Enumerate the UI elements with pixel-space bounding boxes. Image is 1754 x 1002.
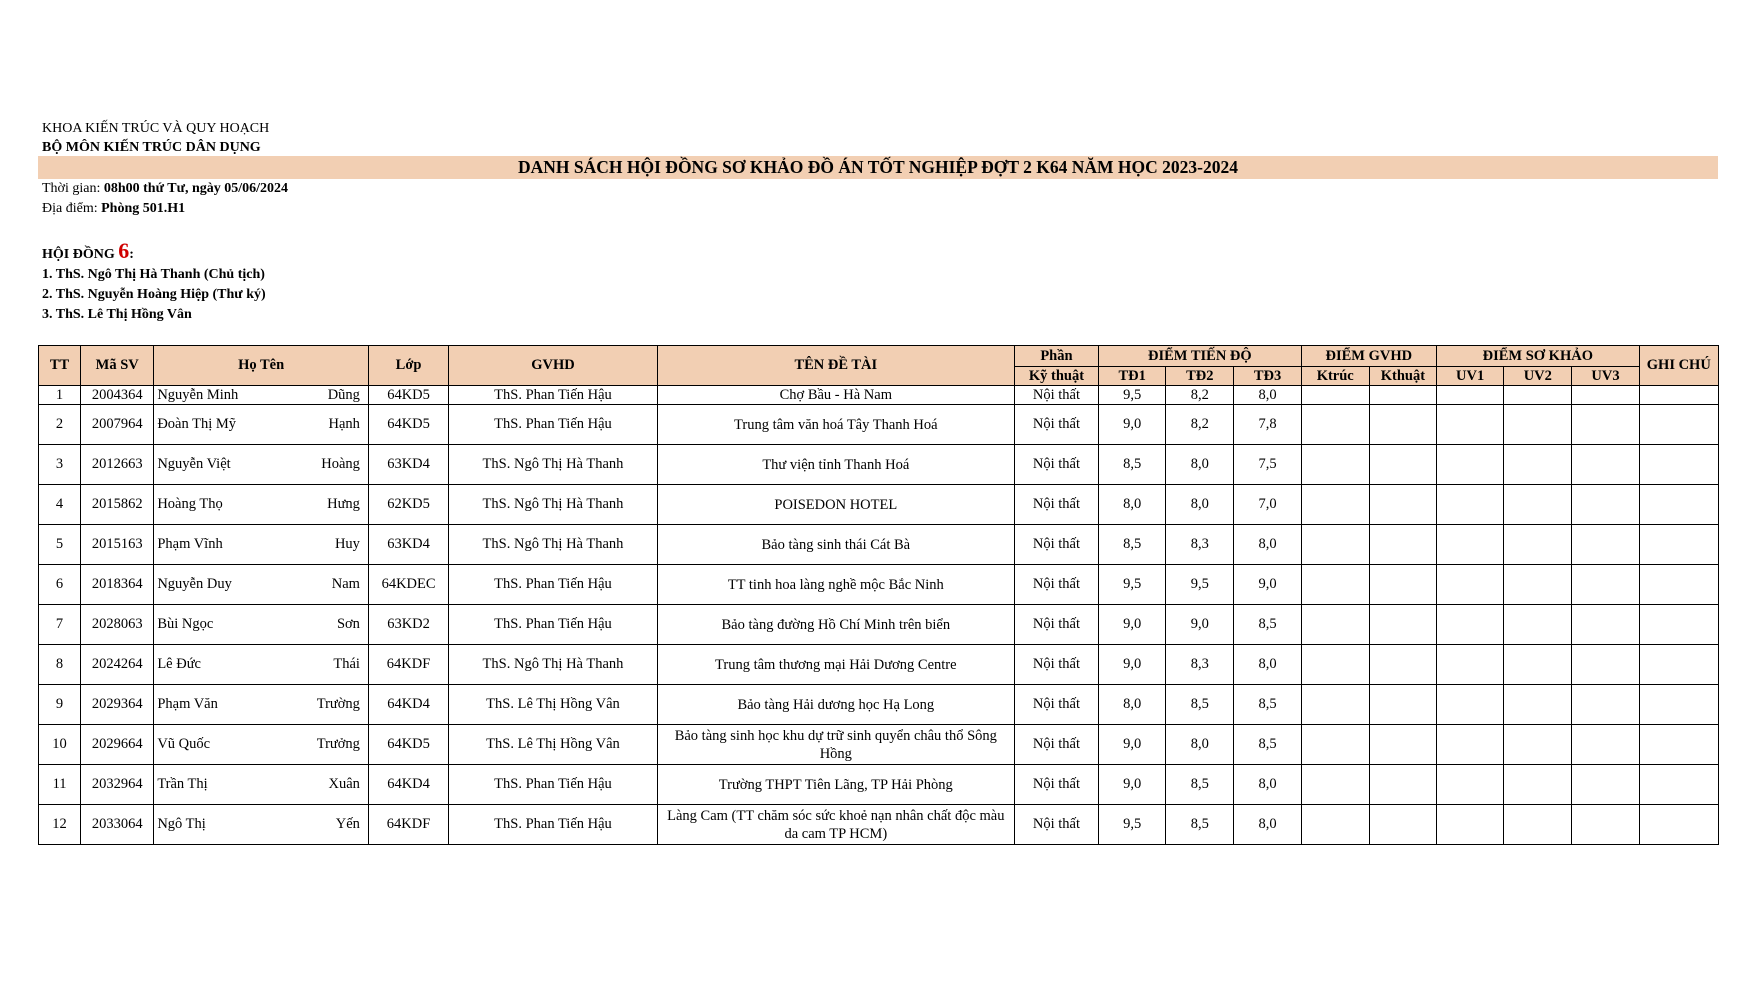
cell-ktruc xyxy=(1301,405,1369,445)
council-number: 6 xyxy=(118,238,130,263)
cell-tt: 4 xyxy=(39,485,81,525)
cell-td2: 9,0 xyxy=(1166,605,1234,645)
department-name: BỘ MÔN KIẾN TRÚC DÂN DỤNG xyxy=(42,140,261,155)
col-diem-gvhd: ĐIỂM GVHD xyxy=(1301,346,1436,367)
cell-ho-ten xyxy=(154,525,369,565)
cell-kthuat xyxy=(1369,805,1436,845)
cell-kthuat xyxy=(1369,386,1436,405)
cell-uv2 xyxy=(1504,445,1572,485)
cell-td2: 8,0 xyxy=(1166,485,1234,525)
cell-ma-sv: 2012663 xyxy=(81,445,154,485)
cell-ma-sv: 2015862 xyxy=(81,485,154,525)
table-row xyxy=(39,485,1719,525)
cell-lop: 64KD4 xyxy=(368,765,448,805)
cell-td2: 8,2 xyxy=(1166,386,1234,405)
cell-phan-ky-thuat: Nội thất xyxy=(1014,725,1098,765)
cell-uv3 xyxy=(1572,445,1639,485)
cell-gvhd: ThS. Phan Tiến Hậu xyxy=(449,386,658,405)
cell-tt: 3 xyxy=(39,445,81,485)
cell-td1: 9,5 xyxy=(1099,386,1166,405)
cell-ma-sv: 2007964 xyxy=(81,405,154,445)
cell-td3: 7,5 xyxy=(1234,445,1301,485)
cell-uv1 xyxy=(1437,405,1504,445)
family-name: Ngô Thị xyxy=(157,816,206,832)
cell-uv1 xyxy=(1437,685,1504,725)
family-name: Nguyễn Minh xyxy=(157,386,239,403)
cell-uv2 xyxy=(1504,605,1572,645)
cell-ghi-chu xyxy=(1639,685,1718,725)
family-name: Phạm Văn xyxy=(157,696,218,712)
cell-uv1 xyxy=(1437,765,1504,805)
cell-uv2 xyxy=(1504,485,1572,525)
cell-phan-ky-thuat: Nội thất xyxy=(1014,565,1098,605)
cell-ktruc xyxy=(1301,565,1369,605)
cell-ho-ten xyxy=(154,565,369,605)
cell-td3: 8,0 xyxy=(1234,386,1301,405)
cell-tt: 2 xyxy=(39,405,81,445)
cell-gvhd: ThS. Ngô Thị Hà Thanh xyxy=(449,485,658,525)
table-row xyxy=(39,605,1719,645)
cell-uv2 xyxy=(1504,685,1572,725)
cell-lop: 64KDEC xyxy=(368,565,448,605)
cell-lop: 64KD5 xyxy=(368,725,448,765)
cell-ma-sv: 2033064 xyxy=(81,805,154,845)
col-phan-bottom: Kỹ thuật xyxy=(1014,367,1098,386)
cell-td3: 7,8 xyxy=(1234,405,1301,445)
cell-gvhd: ThS. Phan Tiến Hậu xyxy=(449,765,658,805)
council-colon: : xyxy=(129,247,134,262)
cell-ktruc xyxy=(1301,805,1369,845)
cell-td1: 9,5 xyxy=(1099,565,1166,605)
cell-gvhd: ThS. Phan Tiến Hậu xyxy=(449,565,658,605)
cell-td2: 8,5 xyxy=(1166,685,1234,725)
table-row xyxy=(39,685,1719,725)
given-name: Hoàng xyxy=(321,456,360,472)
cell-td2: 8,2 xyxy=(1166,405,1234,445)
cell-ma-sv: 2015163 xyxy=(81,525,154,565)
place-value: Phòng 501.H1 xyxy=(101,201,186,216)
cell-uv1 xyxy=(1437,445,1504,485)
cell-ghi-chu xyxy=(1639,445,1718,485)
cell-ktruc xyxy=(1301,725,1369,765)
cell-ghi-chu xyxy=(1639,405,1718,445)
cell-uv3 xyxy=(1572,605,1639,645)
given-name: Hưng xyxy=(327,496,360,512)
cell-uv2 xyxy=(1504,645,1572,685)
cell-td2: 8,0 xyxy=(1166,445,1234,485)
table-body xyxy=(39,386,1719,845)
col-diem-so-khao: ĐIỂM SƠ KHẢO xyxy=(1437,346,1640,367)
table-row xyxy=(39,645,1719,685)
cell-td1: 9,0 xyxy=(1099,645,1166,685)
cell-tt: 8 xyxy=(39,645,81,685)
document-title: DANH SÁCH HỘI ĐỒNG SƠ KHẢO ĐỒ ÁN TỐT NGHIỆP ĐỢT 2 K64 NĂM HỌC 2023-2024 xyxy=(38,156,1718,179)
cell-kthuat xyxy=(1369,725,1436,765)
family-name: Vũ Quốc xyxy=(157,736,211,752)
cell-ten-de-tai: Bảo tàng sinh học khu dự trữ sinh quyển châu thổ Sông Hồng xyxy=(657,725,1014,765)
cell-td3: 7,0 xyxy=(1234,485,1301,525)
cell-ten-de-tai: TT tinh hoa làng nghề mộc Bắc Ninh xyxy=(657,565,1014,605)
cell-phan-ky-thuat: Nội thất xyxy=(1014,605,1098,645)
table-row xyxy=(39,805,1719,845)
cell-td1: 9,0 xyxy=(1099,765,1166,805)
col-ten-de-tai: TÊN ĐỀ TÀI xyxy=(657,346,1014,386)
cell-kthuat xyxy=(1369,485,1436,525)
cell-kthuat xyxy=(1369,645,1436,685)
cell-lop: 63KD4 xyxy=(368,445,448,485)
cell-td3: 9,0 xyxy=(1234,565,1301,605)
cell-ma-sv: 2028063 xyxy=(81,605,154,645)
cell-lop: 64KD5 xyxy=(368,386,448,405)
cell-kthuat xyxy=(1369,685,1436,725)
cell-uv3 xyxy=(1572,386,1639,405)
time-value: 08h00 thứ Tư, ngày 05/06/2024 xyxy=(103,181,289,196)
table-header-row xyxy=(39,346,1719,367)
cell-td2: 8,3 xyxy=(1166,525,1234,565)
cell-ho-ten xyxy=(154,685,369,725)
cell-ma-sv: 2032964 xyxy=(81,765,154,805)
family-name: Nguyễn Việt xyxy=(157,456,231,472)
cell-ho-ten xyxy=(154,725,369,765)
table-row xyxy=(39,525,1719,565)
cell-uv1 xyxy=(1437,605,1504,645)
cell-gvhd: ThS. Ngô Thị Hà Thanh xyxy=(449,525,658,565)
table-row xyxy=(39,405,1719,445)
cell-kthuat xyxy=(1369,405,1436,445)
cell-ho-ten xyxy=(154,605,369,645)
cell-td2: 8,5 xyxy=(1166,805,1234,845)
cell-kthuat xyxy=(1369,605,1436,645)
given-name: Yến xyxy=(335,816,360,832)
cell-ten-de-tai: Thư viện tỉnh Thanh Hoá xyxy=(657,445,1014,485)
cell-phan-ky-thuat: Nội thất xyxy=(1014,386,1098,405)
cell-ten-de-tai: Bảo tàng sinh thái Cát Bà xyxy=(657,525,1014,565)
cell-td1: 9,0 xyxy=(1099,405,1166,445)
cell-ktruc xyxy=(1301,485,1369,525)
cell-ghi-chu xyxy=(1639,725,1718,765)
cell-lop: 64KD5 xyxy=(368,405,448,445)
cell-td3: 8,5 xyxy=(1234,725,1301,765)
cell-ghi-chu xyxy=(1639,485,1718,525)
cell-lop: 63KD2 xyxy=(368,605,448,645)
council-member: 3. ThS. Lê Thị Hồng Vân xyxy=(42,307,192,322)
cell-uv1 xyxy=(1437,485,1504,525)
col-gvhd: GVHD xyxy=(449,346,658,386)
council-label: HỘI ĐỒNG xyxy=(42,247,115,262)
col-ghi-chu: GHI CHÚ xyxy=(1639,346,1718,386)
cell-ktruc xyxy=(1301,386,1369,405)
cell-uv2 xyxy=(1504,805,1572,845)
given-name: Nam xyxy=(331,576,360,592)
cell-td1: 9,0 xyxy=(1099,605,1166,645)
cell-ktruc xyxy=(1301,605,1369,645)
cell-uv3 xyxy=(1572,405,1639,445)
cell-ghi-chu xyxy=(1639,765,1718,805)
cell-phan-ky-thuat: Nội thất xyxy=(1014,445,1098,485)
cell-kthuat xyxy=(1369,525,1436,565)
cell-uv2 xyxy=(1504,765,1572,805)
cell-ghi-chu xyxy=(1639,525,1718,565)
cell-tt: 5 xyxy=(39,525,81,565)
cell-phan-ky-thuat: Nội thất xyxy=(1014,405,1098,445)
cell-tt: 9 xyxy=(39,685,81,725)
given-name: Sơn xyxy=(336,616,360,632)
cell-td3: 8,5 xyxy=(1234,685,1301,725)
cell-td2: 8,3 xyxy=(1166,645,1234,685)
cell-uv1 xyxy=(1437,565,1504,605)
cell-td2: 8,5 xyxy=(1166,765,1234,805)
cell-phan-ky-thuat: Nội thất xyxy=(1014,685,1098,725)
table-row xyxy=(39,565,1719,605)
cell-kthuat xyxy=(1369,565,1436,605)
cell-tt: 7 xyxy=(39,605,81,645)
cell-uv3 xyxy=(1572,765,1639,805)
cell-kthuat xyxy=(1369,765,1436,805)
cell-ktruc xyxy=(1301,645,1369,685)
table-row xyxy=(39,725,1719,765)
cell-ten-de-tai: Trung tâm văn hoá Tây Thanh Hoá xyxy=(657,405,1014,445)
cell-ho-ten xyxy=(154,805,369,845)
place-label: Địa điểm: xyxy=(42,201,98,216)
col-uv1: UV1 xyxy=(1437,367,1504,386)
cell-ten-de-tai: Bảo tàng Hải dương học Hạ Long xyxy=(657,685,1014,725)
cell-lop: 63KD4 xyxy=(368,525,448,565)
cell-uv3 xyxy=(1572,805,1639,845)
cell-uv3 xyxy=(1572,645,1639,685)
cell-ho-ten xyxy=(154,485,369,525)
time-line xyxy=(42,180,288,198)
cell-td3: 8,0 xyxy=(1234,805,1301,845)
col-uv2: UV2 xyxy=(1504,367,1572,386)
cell-uv2 xyxy=(1504,725,1572,765)
col-lop: Lớp xyxy=(368,346,448,386)
cell-td1: 8,0 xyxy=(1099,685,1166,725)
cell-ten-de-tai: Làng Cam (TT chăm sóc sức khoẻ nạn nhân chất độc màu da cam TP HCM) xyxy=(657,805,1014,845)
cell-ktruc xyxy=(1301,525,1369,565)
council-member: 2. ThS. Nguyễn Hoàng Hiệp (Thư ký) xyxy=(42,287,266,302)
cell-uv3 xyxy=(1572,485,1639,525)
cell-gvhd: ThS. Lê Thị Hồng Vân xyxy=(449,685,658,725)
cell-gvhd: ThS. Phan Tiến Hậu xyxy=(449,405,658,445)
given-name: Trường xyxy=(316,696,360,712)
place-line xyxy=(42,200,185,218)
cell-td1: 9,0 xyxy=(1099,725,1166,765)
cell-tt: 1 xyxy=(39,386,81,405)
col-ma-sv: Mã SV xyxy=(81,346,154,386)
given-name: Huy xyxy=(334,536,360,552)
cell-uv1 xyxy=(1437,725,1504,765)
given-name: Trưởng xyxy=(316,736,360,752)
council-table xyxy=(38,345,1719,845)
col-tt: TT xyxy=(39,346,81,386)
cell-uv3 xyxy=(1572,725,1639,765)
cell-lop: 64KDF xyxy=(368,645,448,685)
family-name: Hoàng Thọ xyxy=(157,496,223,512)
cell-tt: 6 xyxy=(39,565,81,605)
time-label: Thời gian: xyxy=(42,181,101,196)
cell-tt: 10 xyxy=(39,725,81,765)
cell-ghi-chu xyxy=(1639,605,1718,645)
cell-ma-sv: 2029364 xyxy=(81,685,154,725)
col-td2: TĐ2 xyxy=(1166,367,1234,386)
cell-lop: 62KD5 xyxy=(368,485,448,525)
cell-ten-de-tai: Trung tâm thương mại Hải Dương Centre xyxy=(657,645,1014,685)
cell-td2: 8,0 xyxy=(1166,725,1234,765)
table-row xyxy=(39,445,1719,485)
cell-phan-ky-thuat: Nội thất xyxy=(1014,805,1098,845)
col-ktruc: Ktrúc xyxy=(1301,367,1369,386)
cell-ma-sv: 2004364 xyxy=(81,386,154,405)
family-name: Bùi Ngọc xyxy=(157,616,214,632)
table-row xyxy=(39,765,1719,805)
cell-ma-sv: 2018364 xyxy=(81,565,154,605)
cell-uv2 xyxy=(1504,525,1572,565)
cell-gvhd: ThS. Phan Tiến Hậu xyxy=(449,805,658,845)
cell-ghi-chu xyxy=(1639,645,1718,685)
cell-uv1 xyxy=(1437,805,1504,845)
cell-td1: 8,5 xyxy=(1099,445,1166,485)
col-td1: TĐ1 xyxy=(1099,367,1166,386)
cell-ma-sv: 2029664 xyxy=(81,725,154,765)
col-diem-tien-do: ĐIỂM TIẾN ĐỘ xyxy=(1099,346,1302,367)
cell-ghi-chu xyxy=(1639,386,1718,405)
cell-uv3 xyxy=(1572,525,1639,565)
col-ho-ten: Họ Tên xyxy=(154,346,369,386)
cell-uv2 xyxy=(1504,386,1572,405)
given-name: Xuân xyxy=(328,776,360,792)
col-kthuat: Kthuật xyxy=(1369,367,1436,386)
council-heading xyxy=(42,238,134,268)
cell-uv1 xyxy=(1437,386,1504,405)
cell-phan-ky-thuat: Nội thất xyxy=(1014,525,1098,565)
cell-gvhd: ThS. Ngô Thị Hà Thanh xyxy=(449,445,658,485)
given-name: Dũng xyxy=(327,386,360,403)
given-name: Hạnh xyxy=(328,416,360,432)
family-name: Lê Đức xyxy=(157,656,201,672)
col-uv3: UV3 xyxy=(1572,367,1639,386)
family-name: Phạm Vĩnh xyxy=(157,536,223,552)
cell-ho-ten xyxy=(154,386,369,405)
given-name: Thái xyxy=(333,656,360,672)
cell-uv1 xyxy=(1437,645,1504,685)
cell-ho-ten xyxy=(154,765,369,805)
cell-td1: 8,5 xyxy=(1099,525,1166,565)
cell-uv3 xyxy=(1572,685,1639,725)
cell-td3: 8,0 xyxy=(1234,765,1301,805)
cell-ghi-chu xyxy=(1639,805,1718,845)
cell-uv3 xyxy=(1572,565,1639,605)
cell-ho-ten xyxy=(154,405,369,445)
table-row xyxy=(39,386,1719,405)
cell-kthuat xyxy=(1369,445,1436,485)
cell-tt: 12 xyxy=(39,805,81,845)
cell-td3: 8,0 xyxy=(1234,645,1301,685)
cell-lop: 64KD4 xyxy=(368,685,448,725)
cell-ktruc xyxy=(1301,685,1369,725)
cell-td3: 8,5 xyxy=(1234,605,1301,645)
cell-tt: 11 xyxy=(39,765,81,805)
cell-ten-de-tai: Trường THPT Tiên Lãng, TP Hải Phòng xyxy=(657,765,1014,805)
cell-td1: 9,5 xyxy=(1099,805,1166,845)
cell-phan-ky-thuat: Nội thất xyxy=(1014,645,1098,685)
cell-uv2 xyxy=(1504,405,1572,445)
col-phan-top: Phần xyxy=(1014,346,1098,367)
cell-ten-de-tai: Bảo tàng đường Hồ Chí Minh trên biển xyxy=(657,605,1014,645)
cell-ghi-chu xyxy=(1639,565,1718,605)
cell-ho-ten xyxy=(154,445,369,485)
family-name: Nguyễn Duy xyxy=(157,576,232,592)
family-name: Đoàn Thị Mỹ xyxy=(157,416,236,432)
cell-ten-de-tai: POISEDON HOTEL xyxy=(657,485,1014,525)
cell-gvhd: ThS. Lê Thị Hồng Vân xyxy=(449,725,658,765)
cell-td2: 9,5 xyxy=(1166,565,1234,605)
family-name: Trần Thị xyxy=(157,776,208,792)
cell-phan-ky-thuat: Nội thất xyxy=(1014,765,1098,805)
cell-lop: 64KDF xyxy=(368,805,448,845)
cell-ktruc xyxy=(1301,445,1369,485)
cell-phan-ky-thuat: Nội thất xyxy=(1014,485,1098,525)
cell-ten-de-tai: Chợ Bầu - Hà Nam xyxy=(657,386,1014,405)
col-td3: TĐ3 xyxy=(1234,367,1301,386)
cell-ho-ten xyxy=(154,645,369,685)
cell-uv1 xyxy=(1437,525,1504,565)
cell-gvhd: ThS. Ngô Thị Hà Thanh xyxy=(449,645,658,685)
faculty-name: KHOA KIẾN TRÚC VÀ QUY HOẠCH xyxy=(42,121,270,136)
council-member: 1. ThS. Ngô Thị Hà Thanh (Chủ tịch) xyxy=(42,267,265,282)
cell-ma-sv: 2024264 xyxy=(81,645,154,685)
cell-td1: 8,0 xyxy=(1099,485,1166,525)
cell-td3: 8,0 xyxy=(1234,525,1301,565)
cell-ktruc xyxy=(1301,765,1369,805)
cell-uv2 xyxy=(1504,565,1572,605)
cell-gvhd: ThS. Phan Tiến Hậu xyxy=(449,605,658,645)
